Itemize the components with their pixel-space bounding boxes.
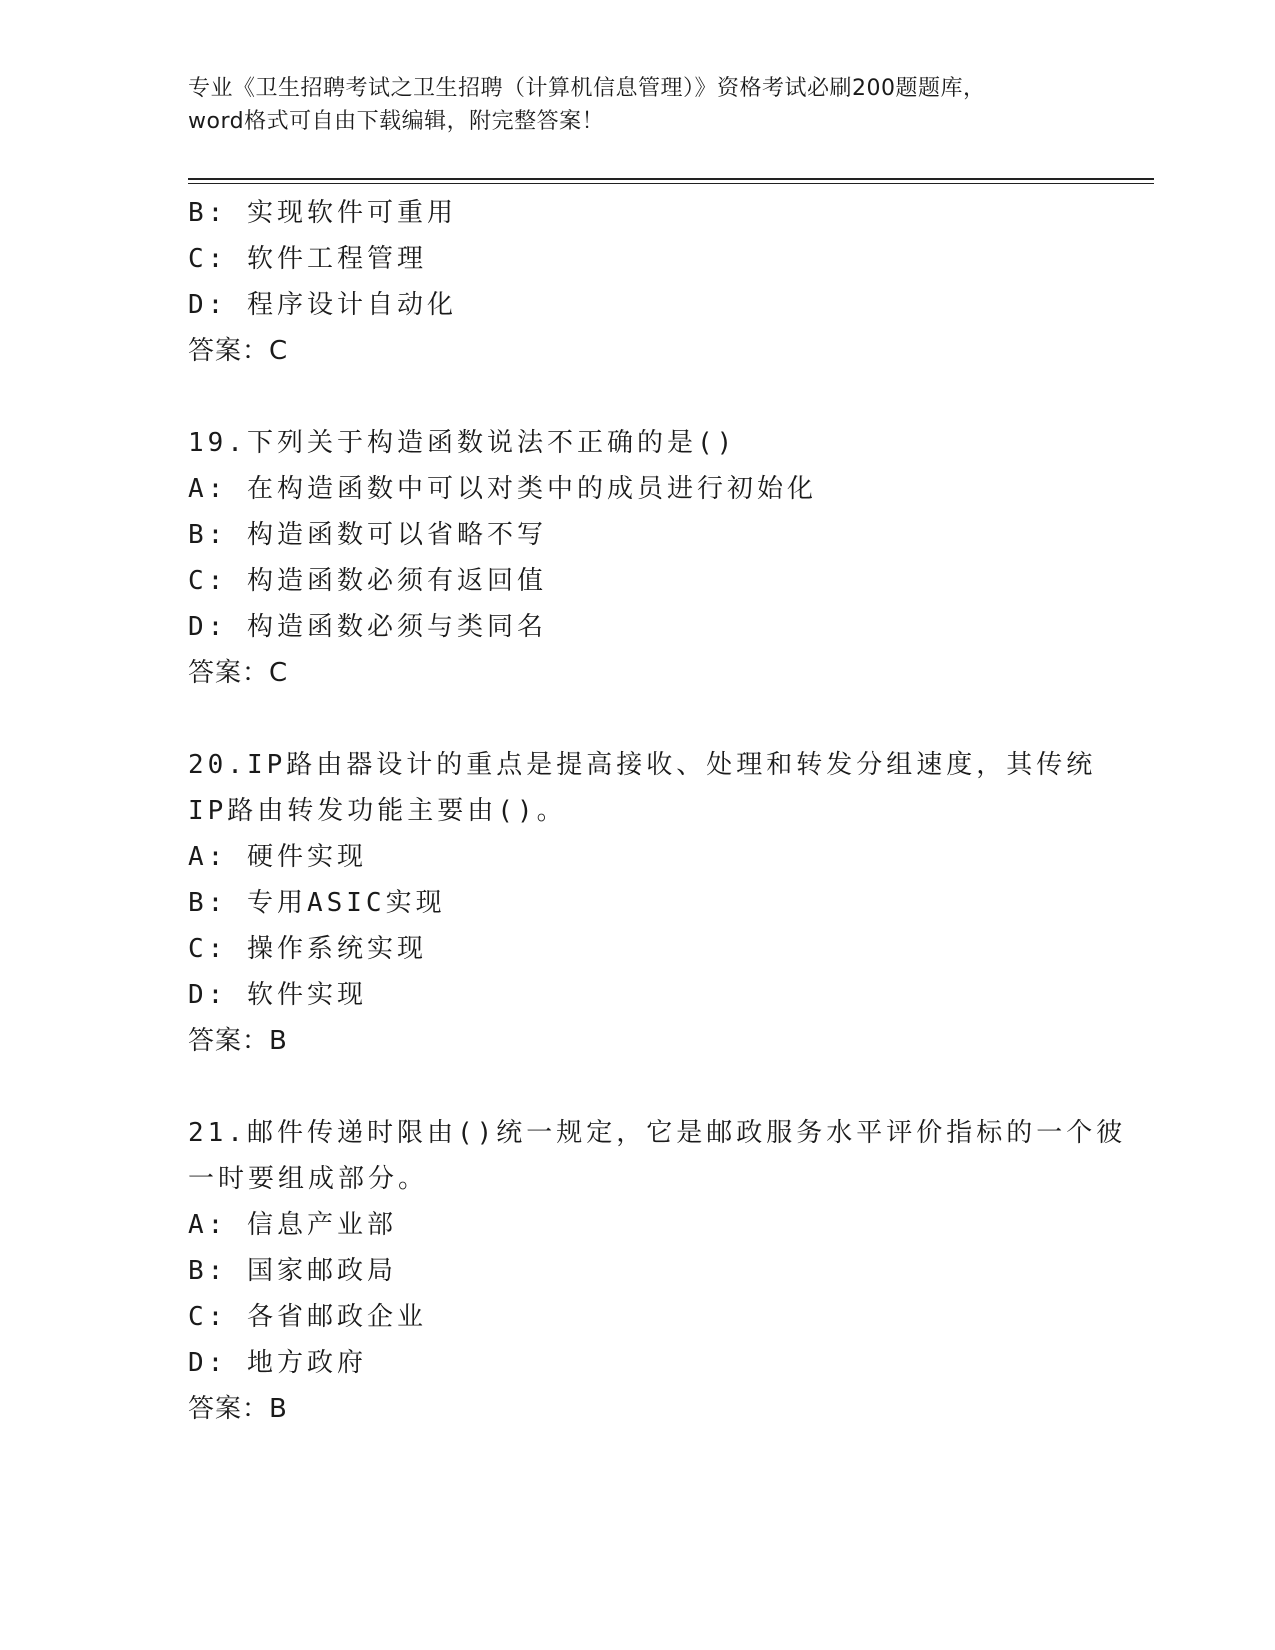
option-c: C: 构造函数必须有返回值 [188, 566, 547, 596]
spacer [188, 374, 1088, 420]
question-stem-line-2: 一时要组成部分。 [188, 1164, 429, 1194]
option-a: A: 在构造函数中可以对类中的成员进行初始化 [188, 474, 817, 504]
option-d: D: 软件实现 [188, 980, 367, 1010]
answer-line: 答案：C [188, 336, 289, 366]
header-title-line-1: 专业《卫生招聘考试之卫生招聘（计算机信息管理）》资格考试必刷200题题库， [188, 76, 986, 101]
answer-line: 答案：B [188, 1026, 288, 1056]
question-stem-line-2: IP路由转发功能主要由()。 [188, 796, 567, 826]
answer-line: 答案：C [188, 658, 289, 688]
spacer [188, 1064, 1088, 1110]
question-stem: 19.下列关于构造函数说法不正确的是() [188, 428, 737, 458]
option-b: B: 构造函数可以省略不写 [188, 520, 547, 550]
header-divider-thin [188, 183, 1154, 184]
option-b: B: 国家邮政局 [188, 1256, 397, 1286]
question-block-21 [188, 1110, 1127, 1432]
option-c: C: 软件工程管理 [188, 244, 427, 274]
question-block-18 [188, 190, 1088, 374]
question-list [188, 190, 1127, 1432]
option-d: D: 程序设计自动化 [188, 290, 457, 320]
option-d: D: 地方政府 [188, 1348, 367, 1378]
document-header [188, 72, 1088, 138]
option-a: A: 硬件实现 [188, 842, 367, 872]
option-a: A: 信息产业部 [188, 1210, 397, 1240]
question-stem-line-1: 21.邮件传递时限由()统一规定，它是邮政服务水平评价指标的一个彼 [188, 1118, 1127, 1148]
option-d: D: 构造函数必须与类同名 [188, 612, 547, 642]
spacer [188, 696, 1088, 742]
option-c: C: 各省邮政企业 [188, 1302, 427, 1332]
option-b: B: 实现软件可重用 [188, 198, 457, 228]
question-stem-line-1: 20.IP路由器设计的重点是提高接收、处理和转发分组速度，其传统 [188, 750, 1097, 780]
question-block-20 [188, 742, 1097, 1064]
option-b: B: 专用ASIC实现 [188, 888, 446, 918]
question-block-19 [188, 420, 1088, 696]
answer-line: 答案：B [188, 1394, 288, 1424]
header-divider-thick [188, 178, 1154, 180]
option-c: C: 操作系统实现 [188, 934, 427, 964]
header-title-line-2: word格式可自由下载编辑，附完整答案！ [188, 109, 605, 134]
